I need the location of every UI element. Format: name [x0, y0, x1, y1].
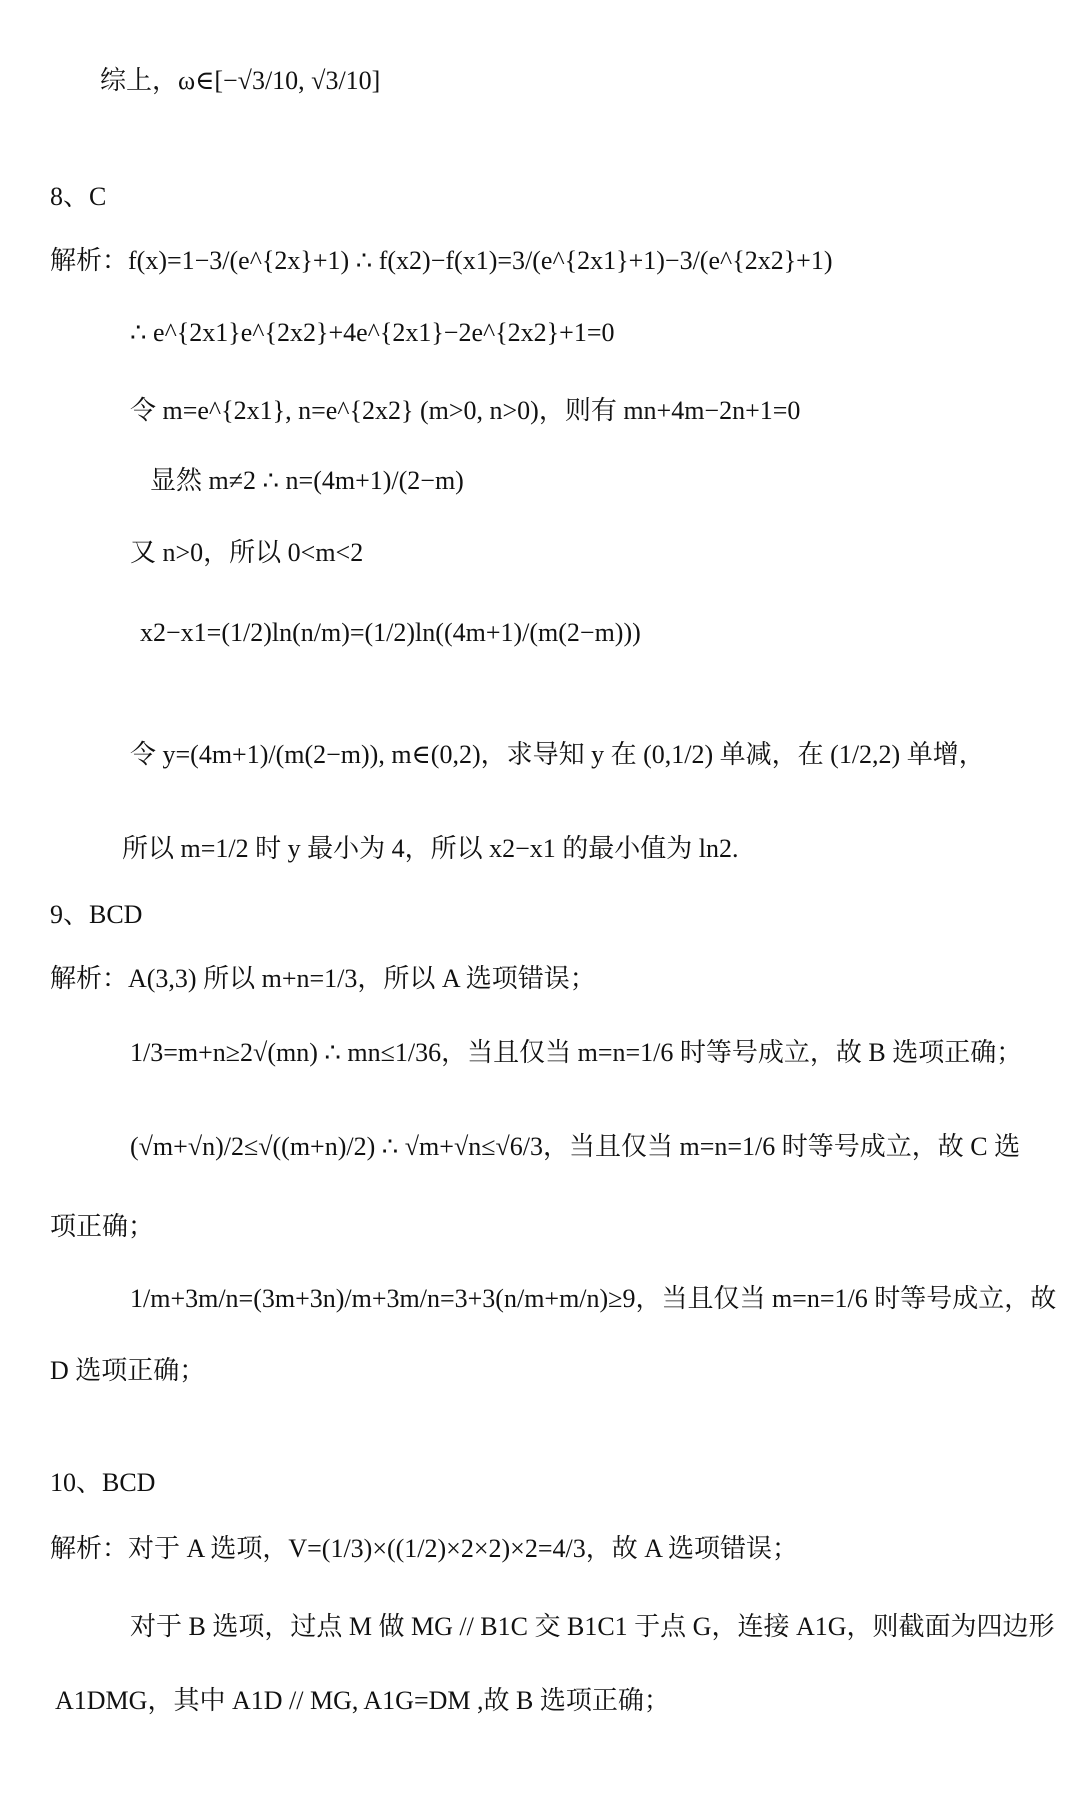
heading-8: 8、C	[50, 182, 107, 211]
line-13: 项正确；	[50, 1212, 155, 1241]
line-18: A1DMG，其中 A1D // MG, A1G=DM ,故 B 选项正确；	[55, 1686, 670, 1715]
heading-10: 10、BCD	[50, 1468, 156, 1497]
line-07: x2−x1=(1/2)ln(n/m)=(1/2)ln((4m+1)/(m(2−m)))	[140, 618, 641, 647]
line-16: 解析：对于 A 选项，V=(1/3)×((1/2)×2×2)×2=4/3，故 A 选项错误；	[50, 1534, 799, 1563]
line-12: (√m+√n)/2≤√((m+n)/2) ∴ √m+√n≤√6/3，当且仅当 m=n=1/6 时等号成立，故 C 选	[130, 1132, 1021, 1161]
line-10: 解析：A(3,3) 所以 m+n=1/3，所以 A 选项错误；	[50, 964, 596, 993]
line-08: 令 y=(4m+1)/(m(2−m)), m∈(0,2)，求导知 y 在 (0,1/2) 单减，在 (1/2,2) 单增，	[130, 740, 985, 769]
line-17: 对于 B 选项，过点 M 做 MG // B1C 交 B1C1 于点 G，连接 A1G，则截面为四边形	[130, 1612, 1055, 1641]
line-09: 所以 m=1/2 时 y 最小为 4，所以 x2−x1 的最小值为 ln2.	[122, 834, 739, 863]
line-15: D 选项正确；	[50, 1356, 206, 1385]
line-14: 1/m+3m/n=(3m+3n)/m+3m/n=3+3(n/m+m/n)≥9，当且仅当 m=n=1/6 时等号成立，故	[130, 1284, 1057, 1313]
line-01: 综上，ω∈[−√3/10, √3/10]	[100, 66, 381, 95]
line-02: 解析：f(x)=1−3/(e^{2x}+1) ∴ f(x2)−f(x1)=3/(e^{2x1}+1)−3/(e^{2x2}+1)	[50, 246, 833, 275]
line-06: 又 n>0，所以 0<m<2	[130, 538, 364, 567]
line-05: 显然 m≠2 ∴ n=(4m+1)/(2−m)	[150, 466, 464, 495]
heading-9: 9、BCD	[50, 900, 143, 929]
line-03: ∴ e^{2x1}e^{2x2}+4e^{2x1}−2e^{2x2}+1=0	[130, 318, 615, 347]
line-04: 令 m=e^{2x1}, n=e^{2x2} (m>0, n>0)，则有 mn+4m−2n+1=0	[130, 396, 801, 425]
line-11: 1/3=m+n≥2√(mn) ∴ mn≤1/36，当且仅当 m=n=1/6 时等号成立，故 B 选项正确；	[130, 1038, 1023, 1067]
